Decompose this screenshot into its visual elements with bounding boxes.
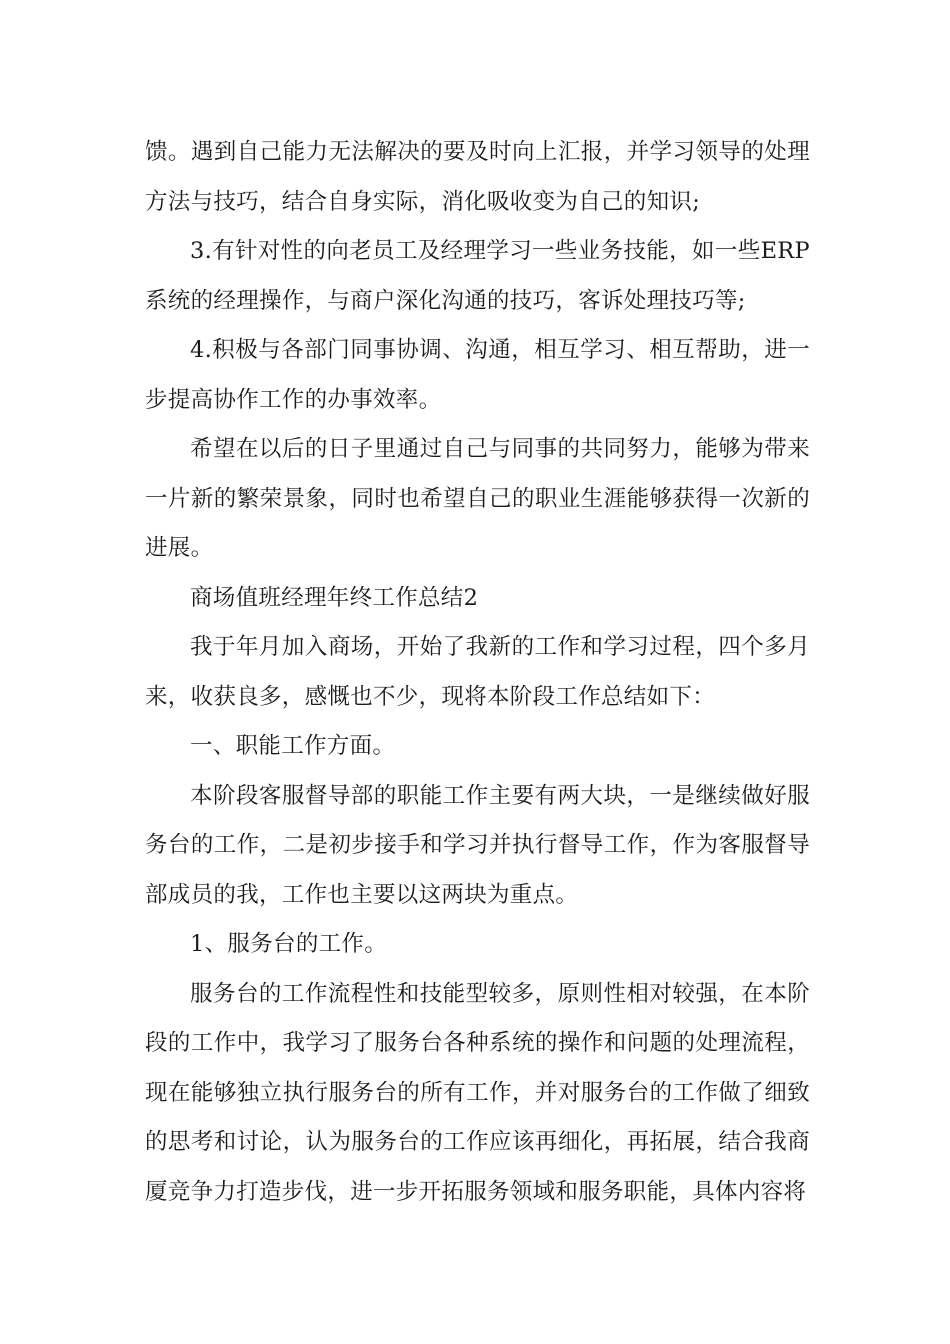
paragraph-6: 我于年月加入商场，开始了我新的工作和学习过程，四个多月来，收获良多，感慨也不少，现将本阶段工作总结如下：: [145, 634, 810, 710]
heading-service-desk: 1、服务台的工作。: [190, 931, 388, 957]
document-body: [145, 128, 810, 1217]
section-title: 商场值班经理年终工作总结2: [190, 584, 479, 611]
paragraph-2: 3.有针对性的向老员工及经理学习一些业务技能，如一些ERP系统的经理操作，与商户深化沟通的技巧，客诉处理技巧等;: [145, 238, 810, 314]
paragraph-8: 本阶段客服督导部的职能工作主要有两大块，一是继续做好服务台的工作，二是初步接手和学习并执行督导工作，作为客服督导部成员的我，工作也主要以这两块为重点。: [145, 782, 810, 908]
paragraph-10: 服务台的工作流程性和技能型较多，原则性相对较强，在本阶段的工作中，我学习了服务台各种系统的操作和问题的处理流程，现在能够独立执行服务台的所有工作，并对服务台的工作做了细致的思考和讨论，认为服务台的工作应该再细化，再拓展，结合我商厦竞争力打造步伐，进一步开拓服务领域和服务职能，具体内容将: [145, 980, 810, 1205]
paragraph-1: 馈。遇到自己能力无法解决的要及时向上汇报，并学习领导的处理方法与技巧，结合自身实际，消化吸收变为自己的知识;: [145, 139, 810, 215]
heading-functional-work: 一、职能工作方面。: [190, 733, 396, 759]
paragraph-4: 希望在以后的日子里通过自己与同事的共同努力，能够为带来一片新的繁荣景象，同时也希望自己的职业生涯能够获得一次新的进展。: [145, 436, 810, 561]
paragraph-3: 4.积极与各部门同事协调、沟通，相互学习、相互帮助，进一步提高协作工作的办事效率。: [145, 337, 810, 413]
